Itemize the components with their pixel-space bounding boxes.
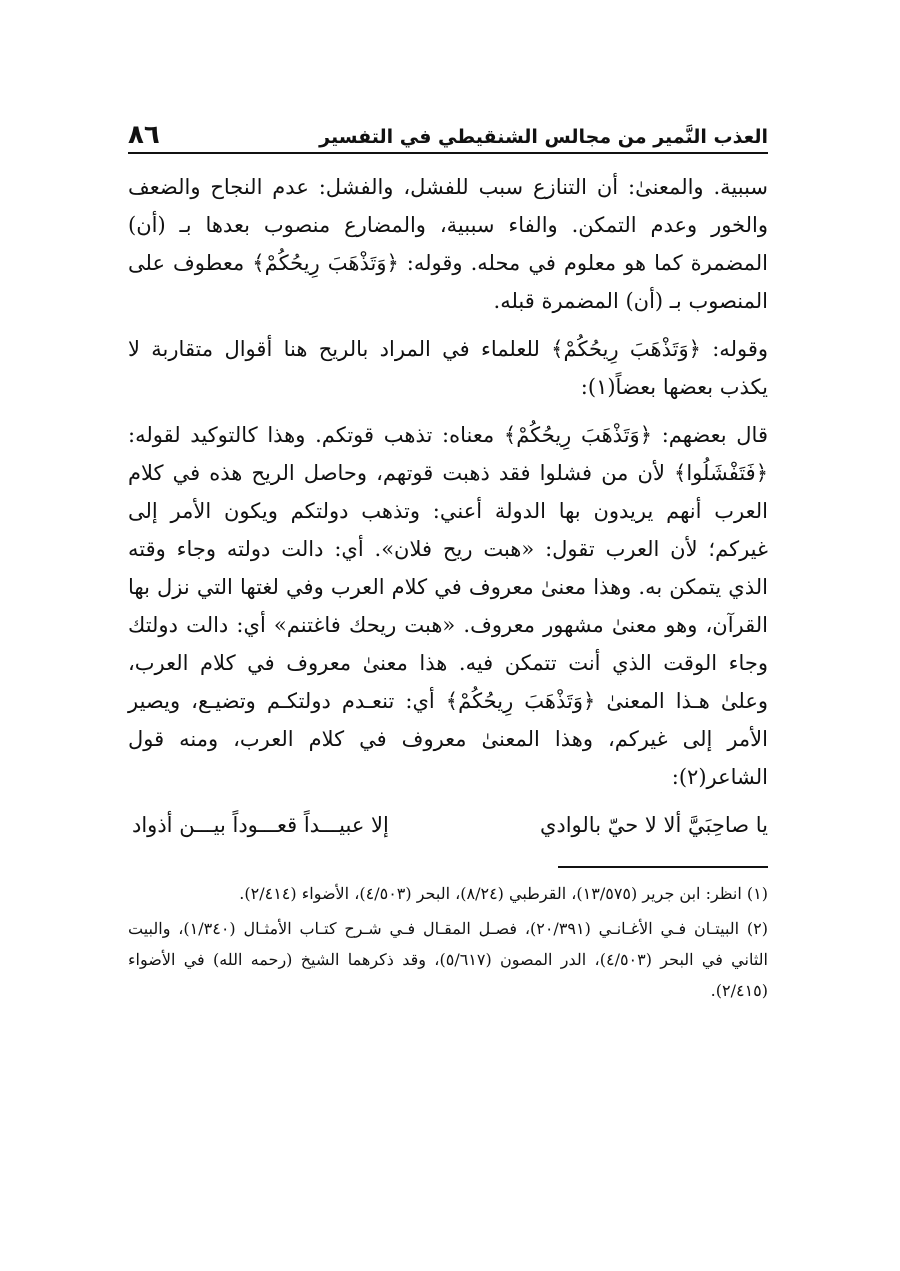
- paragraph-1: سببية. والمعنىٰ: أن التنازع سبب للفشل، والفشل: عدم النجاح والضعف والخور وعدم التمكن. والفاء سببية، والمضارع منصوب بعدها بـ (أن) المضمرة كما هو معلوم في محله. وقوله: ﴿وَتَذْهَبَ رِيحُكُمْ﴾ معطوف على المنصوب بـ (أن) المضمرة قبله.: [128, 175, 768, 313]
- paragraph-3: قال بعضهم: ﴿وَتَذْهَبَ رِيحُكُمْ﴾ معناه: تذهب قوتكم. وهذا كالتوكيد لقوله: ﴿فَتَفْشَلُوا﴾ لأن من فشلوا فقد ذهبت قوتهم، وحاصل الريح هذه في كلام العرب أنهم يريدون بها الدولة أعني: وتذهب دولتكم ويكون الأمر إلى غيركم؛ لأن العرب تقول: «هبت ريح فلان». أي: دالت دولته وجاء وقته الذي يتمكن به. وهذا معنىٰ معروف في كلام العرب وفي لغتها التي نزل بها القرآن، وهو معنىٰ مشهور معروف. «هبت ريحك فاغتنم» أي: دالت دولتك وجاء الوقت الذي أنت تتمكن فيه. هذا معنىٰ معروف في كلام العرب، وعلىٰ هـذا المعنىٰ ﴿وَتَذْهَبَ رِيحُكُمْ﴾ أي: تنعـدم دولتكـم وتضيـع، ويصير الأمر إلى غيركم، وهذا المعنىٰ معروف في كلام العرب، ومنه قول الشاعر(٢):: [128, 423, 768, 789]
- footnote-1: (١) انظر: ابن جرير (١٣/٥٧٥)، القرطبي (٨/٢٤)، البحر (٤/٥٠٣)، الأضواء (٢/٤١٤).: [239, 884, 768, 903]
- page-number: ٨٦: [128, 120, 160, 150]
- footnotes: [128, 878, 768, 1006]
- footnote-2: (٢) البيتـان فـي الأغـانـي (٢٠/٣٩١)، فصـل المقـال فـي شـرح كتـاب الأمثـال (١/٣٤٠)، والبيت الثاني في البحر (٤/٥٠٣)، الدر المصون (٥/٦١٧)، وقد ذكرهما الشيخ (رحمه الله) في الأضواء (٢/٤١٥).: [128, 919, 769, 1000]
- poetry-verse: [128, 806, 768, 844]
- footnote-separator: [558, 866, 768, 868]
- page-header: [128, 100, 768, 154]
- verse-first-hemistich: يا صاحِبَيَّ ألا لا حيّ بالوادي: [539, 813, 768, 837]
- running-title: العذب النَّمير من مجالس الشنقيطي في التفسير: [319, 126, 768, 148]
- paragraph-2: وقوله: ﴿وَتَذْهَبَ رِيحُكُمْ﴾ للعلماء في المراد بالريح هنا أقوال متقاربة لا يكذب بعضها بعضاً(١):: [128, 337, 768, 399]
- body-text: [128, 168, 768, 844]
- book-page: [128, 100, 768, 1010]
- verse-second-hemistich: إلا عبيـــداً قعـــوداً بيـــن أذواد: [132, 813, 389, 837]
